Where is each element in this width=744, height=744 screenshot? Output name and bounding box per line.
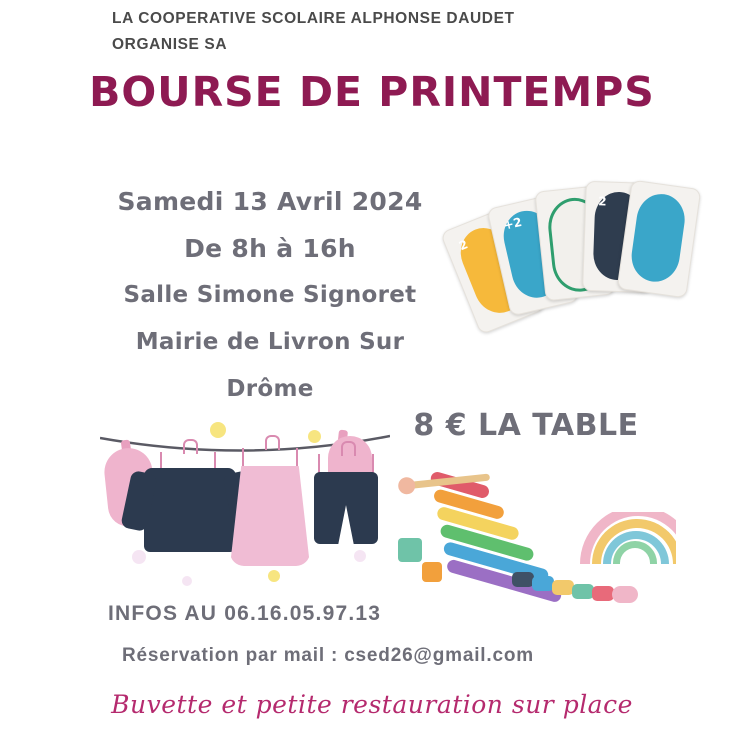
table-price: 8 € LA TABLE	[413, 408, 639, 443]
snake-segment-2	[532, 576, 554, 591]
mallet-head	[397, 476, 416, 495]
buvette-note: Buvette et petite restauration sur place	[111, 690, 633, 719]
flower-decoration-2	[308, 430, 321, 443]
snake-head	[612, 586, 638, 603]
header-line-2: ORGANISE SA	[112, 36, 228, 53]
dot-decoration-2	[182, 576, 192, 586]
snake-segment-1	[512, 572, 534, 587]
page-title: BOURSE DE PRINTEMPS	[89, 68, 655, 116]
rainbow-stacker	[580, 512, 676, 564]
flower-decoration-1	[210, 422, 226, 438]
flower-decoration-3	[268, 570, 280, 582]
garment-dress	[230, 466, 310, 566]
snake-segment-5	[592, 586, 614, 601]
event-venue: Salle Simone Signoret	[123, 282, 417, 308]
toys-illustration	[392, 472, 692, 642]
playing-card-5	[617, 180, 702, 299]
toy-block-1	[398, 538, 422, 562]
pull-along-snake-toy	[512, 568, 644, 612]
event-date: Samedi 13 Avril 2024	[117, 187, 423, 216]
snake-segment-4	[572, 584, 594, 599]
toy-block-2	[422, 562, 442, 582]
header	[112, 6, 672, 58]
event-details	[60, 178, 480, 413]
clothesline-illustration	[92, 400, 392, 590]
dot-decoration-3	[354, 550, 366, 562]
header-line-1: LA COOPERATIVE SCOLAIRE ALPHONSE DAUDET	[112, 10, 515, 27]
playing-cards-illustration	[452, 176, 702, 336]
garment-sweater	[144, 468, 236, 552]
card-pill-5	[628, 191, 688, 285]
dot-decoration-1	[132, 550, 146, 564]
card-label-3: 2	[597, 194, 607, 209]
event-city-line-1: Mairie de Livron Sur	[135, 329, 405, 355]
event-city-line-2: Drôme	[226, 376, 314, 402]
snake-segment-3	[552, 580, 574, 595]
event-hours: De 8h à 16h	[184, 234, 356, 263]
reservation-email: Réservation par mail : csed26@gmail.com	[122, 645, 534, 666]
garment-shorts	[314, 472, 378, 544]
infos-phone: INFOS AU 06.16.05.97.13	[108, 602, 382, 625]
card-label-1: 2	[456, 237, 470, 254]
card-label-2: +2	[502, 214, 524, 233]
